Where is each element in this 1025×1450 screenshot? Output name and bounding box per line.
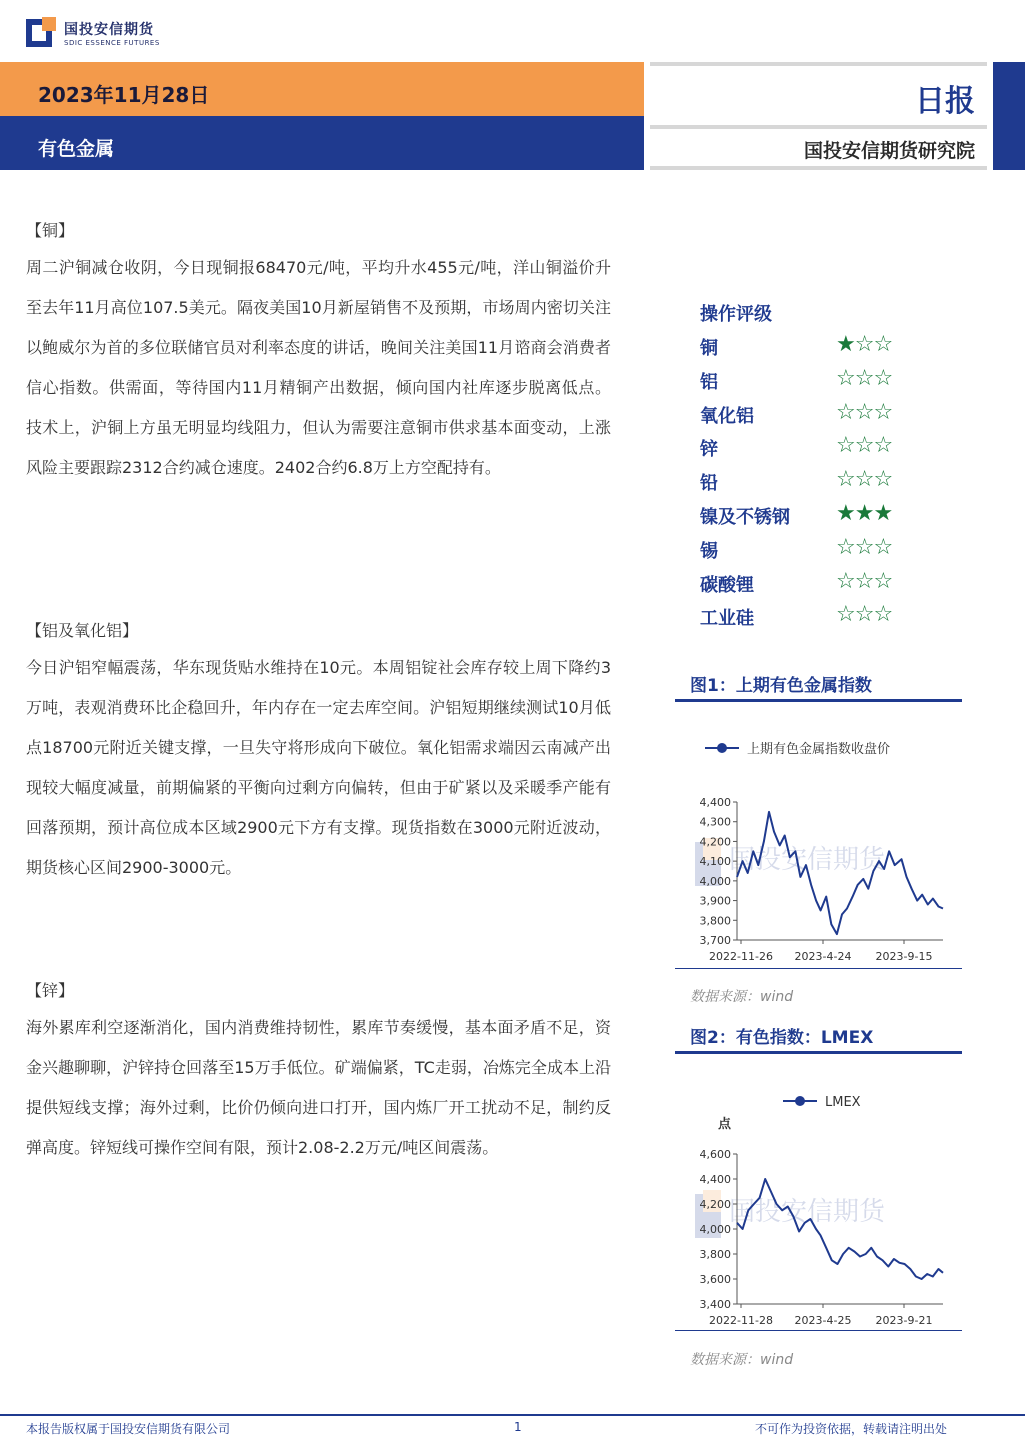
rating-stars-icon: ☆☆☆ (836, 602, 893, 628)
y-tick-label: 3,800 (699, 914, 731, 928)
y-tick-label: 4,200 (699, 1198, 731, 1211)
figure-1-chart (675, 702, 962, 968)
article-title-aluminium: 【铝及氧化铝】 (26, 621, 139, 640)
rating-row (700, 568, 930, 605)
y-tick-label: 4,200 (699, 835, 731, 849)
header-rule-bottom (650, 166, 987, 170)
footer-rule (0, 1414, 1025, 1416)
rating-stars-icon: ★★★ (836, 501, 893, 526)
y-axis-unit: 点 (717, 1117, 731, 1132)
y-tick-label: 4,400 (699, 1173, 731, 1186)
rating-item-name: 锌 (700, 439, 718, 461)
rating-stars-icon: ☆☆☆ (836, 399, 893, 425)
figure-1-title: 图1：上期有色金属指数 (690, 676, 872, 696)
x-tick-label: 2023-4-24 (794, 950, 852, 963)
rating-stars-icon: ☆☆☆ (836, 568, 893, 594)
y-tick-label: 4,000 (699, 874, 731, 888)
figure-2-source: 数据来源：wind (690, 1352, 794, 1368)
logo-mark-icon (26, 17, 56, 49)
logo-name-cn: 国投安信期货 (64, 22, 154, 38)
footer-page-number: 1 (514, 1420, 522, 1434)
article-text-zinc: 海外累库利空逐渐消化，国内消费维持韧性，累库节奏缓慢，基本面矛盾不足，资金兴趣聊聊，沪锌持仓回落至15万手低位。矿端偏紧，TC走弱，冶炼完全成本上沿提供短线支撑；海外过剩，比价仍倾向进口打开，国内炼厂开工扰动不足，制约反弹高度。锌短线可操作空间有限，预计2.08-2.2万元/吨区间震荡。 (26, 1018, 611, 1157)
x-tick-label: 2022-11-26 (709, 950, 773, 963)
report-type: 日报 (915, 84, 975, 119)
header-rule-middle (650, 125, 987, 129)
report-date: 2023年11月28日 (38, 83, 210, 107)
logo-name-en: SDIC ESSENCE FUTURES (64, 39, 160, 47)
rating-item-name: 镍及不锈钢 (700, 507, 790, 528)
x-tick-label: 2023-9-15 (875, 950, 933, 963)
rating-row (700, 365, 930, 402)
y-tick-label: 4,600 (699, 1148, 731, 1161)
rating-stars-icon: ☆☆☆ (836, 365, 893, 391)
x-tick-label: 2023-9-21 (875, 1314, 933, 1327)
rating-item-name: 锡 (700, 540, 718, 562)
rating-item-name: 碳酸锂 (700, 574, 754, 596)
rating-stars-icon: ☆☆☆ (836, 534, 893, 560)
legend-marker (717, 743, 727, 753)
y-tick-label: 4,000 (699, 1223, 731, 1236)
rating-item-name: 铝 (700, 371, 718, 393)
header-rule-top (650, 62, 987, 66)
rating-row (700, 435, 930, 469)
footer-disclaimer: 不可作为投资依据，转载请注明出处 (755, 1422, 948, 1436)
rating-row (700, 503, 930, 537)
figure-2-title: 图2：有色指数：LMEX (690, 1028, 874, 1048)
x-tick-label: 2022-11-28 (709, 1314, 773, 1327)
rating-row (700, 604, 930, 638)
rating-row (700, 469, 930, 503)
rating-item-name: 氧化铝 (700, 405, 754, 427)
institute-name: 国投安信期货研究院 (803, 140, 975, 162)
y-tick-label: 3,400 (699, 1298, 731, 1311)
section-title: 有色金属 (38, 138, 115, 160)
header-edge-block (993, 62, 1025, 170)
figure-2-chart (675, 1054, 962, 1330)
rating-item-name: 铅 (700, 473, 718, 495)
article-title-copper: 【铜】 (26, 221, 75, 240)
y-tick-label: 4,400 (699, 796, 731, 809)
rating-stars-icon: ★☆☆ (836, 332, 893, 357)
watermark-text: 国投安信期货 (729, 845, 886, 875)
y-tick-label: 4,100 (699, 855, 731, 869)
rating-stars-icon: ☆☆☆ (836, 467, 893, 493)
y-tick-label: 3,600 (699, 1273, 731, 1286)
legend-label: 上期有色金属指数收盘价 (747, 742, 891, 757)
watermark-text: 国投安信期货 (729, 1197, 886, 1227)
footer-copyright: 本报告版权属于国投安信期货有限公司 (26, 1422, 231, 1436)
series-line (737, 1179, 943, 1279)
figure-1-source: 数据来源：wind (690, 989, 794, 1005)
y-tick-label: 3,800 (699, 1248, 731, 1261)
article-title-zinc: 【锌】 (26, 981, 75, 1000)
article-text-copper: 周二沪铜减仓收阴，今日现铜报68470元/吨，平均升水455元/吨，洋山铜溢价升至去年11月高位107.5美元。隔夜美国10月新屋销售不及预期，市场周内密切关注以鲍威尔为首的多位联储官员对利率态度的讲话，晚间关注美国11月谘商会消费者信心指数。供需面，等待国内11月精铜产出数据，倾向国内社库逐步脱离低点。 技术上，沪铜上方虽无明显均线阻力，但认为需要注意铜市供求基本面变动，上涨风险主要跟踪2312合约减仓速度。2402合约6.8万上方空配持有。 (26, 258, 611, 477)
legend-marker (795, 1096, 805, 1106)
rating-stars-icon: ☆☆☆ (836, 433, 893, 459)
rating-row (700, 334, 930, 368)
rating-title: 操作评级 (700, 304, 772, 325)
legend-label: LMEX (825, 1095, 861, 1110)
rating-row (700, 399, 930, 436)
rating-row (700, 534, 930, 571)
y-tick-label: 3,700 (699, 934, 731, 947)
rating-item-name: 铜 (700, 338, 718, 359)
y-tick-label: 4,300 (699, 815, 731, 829)
rating-item-name: 工业硅 (700, 608, 754, 630)
company-logo (26, 17, 186, 51)
article-text-aluminium: 今日沪铝窄幅震荡，华东现货贴水维持在10元。本周铝锭社会库存较上周下降约3万吨，表观消费环比企稳回升，年内存在一定去库空间。沪铝短期继续测试10月低点18700元附近关键支撑，一旦失守将形成向下破位。氧化铝需求端因云南减产出现较大幅度减量，前期偏紧的平衡向过剩方向偏转，但由于矿紧以及采暖季产能有回落预期，预计高位成本区域2900元下方有支撑。现货指数在3000元附近波动，期货核心区间2900-3000元。 (26, 658, 611, 877)
x-tick-label: 2023-4-25 (794, 1314, 852, 1327)
y-tick-label: 3,900 (699, 894, 731, 908)
